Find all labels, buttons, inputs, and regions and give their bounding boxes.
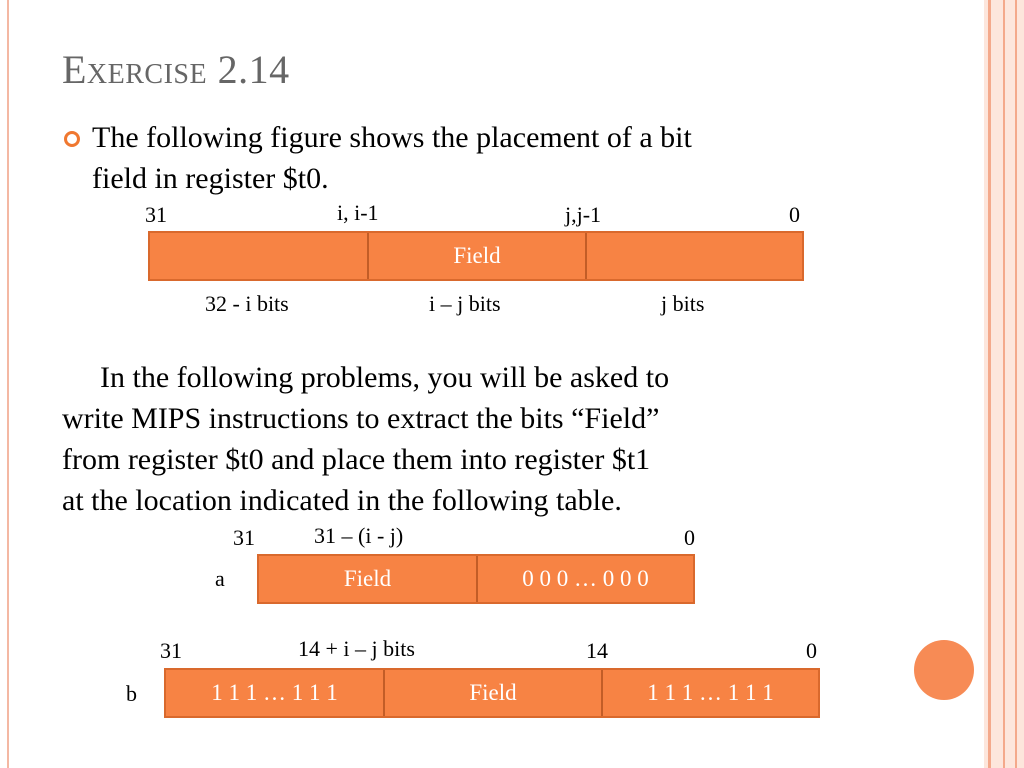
fig-b-register-bar xyxy=(164,668,820,718)
fig-a-seg-field: Field xyxy=(259,556,478,602)
instructions-line-1: In the following problems, you will be asked to xyxy=(100,361,670,394)
fig-b-label-0: 0 xyxy=(806,638,817,663)
fig-a-label-0: 0 xyxy=(684,525,695,550)
left-border-line xyxy=(7,0,9,768)
stripe-3 xyxy=(1015,0,1017,768)
fig1-seg-left xyxy=(150,233,369,279)
intro-line-1: The following figure shows the placement of a bit xyxy=(92,121,692,154)
fig1-label-i: i, i-1 xyxy=(337,200,379,225)
fig-a-row-label: a xyxy=(215,566,225,591)
fig-b-seg-ones-left: 1 1 1 … 1 1 1 xyxy=(166,670,385,716)
stripe-1 xyxy=(988,0,991,768)
instructions-line-2: write MIPS instructions to extract the bits “Field” xyxy=(62,402,660,435)
fig1-label-31: 31 xyxy=(145,202,167,227)
fig-b-label-31: 31 xyxy=(160,638,182,663)
instructions-line-4: at the location indicated in the following table. xyxy=(62,484,622,517)
fig1-seg-field: Field xyxy=(369,233,587,279)
intro-text xyxy=(92,117,692,199)
fig1-register-bar xyxy=(148,231,804,281)
fig-a-seg-zeros: 0 0 0 … 0 0 0 xyxy=(522,566,649,591)
fig1-bits-mid: i – j bits xyxy=(429,291,501,316)
stripe-2 xyxy=(1003,0,1005,768)
decorative-circle xyxy=(914,640,974,700)
fig1-label-j: j,j-1 xyxy=(565,202,602,227)
intro-line-2: field in register $t0. xyxy=(92,162,329,195)
fig-b-row-label: b xyxy=(126,681,137,706)
fig-a-register-bar xyxy=(257,554,695,604)
fig1-seg-right xyxy=(587,233,802,279)
instructions-line-3: from register $t0 and place them into register $t1 xyxy=(62,443,651,476)
fig1-bits-left: 32 - i bits xyxy=(205,291,289,316)
fig-b-label-14: 14 xyxy=(586,638,608,663)
bullet-icon xyxy=(64,131,80,147)
fig-b-label-mid: 14 + i – j bits xyxy=(298,636,415,661)
fig-a-label-31: 31 xyxy=(233,525,255,550)
fig1-label-0: 0 xyxy=(789,202,800,227)
fig-a-label-mid: 31 – (i - j) xyxy=(314,523,404,548)
fig1-bits-right: j bits xyxy=(661,291,705,316)
fig-b-seg-field: Field xyxy=(385,670,603,716)
instructions-text xyxy=(62,357,669,521)
fig-b-seg-ones-right: 1 1 1 … 1 1 1 xyxy=(647,680,774,705)
slide-title: Exercise 2.14 xyxy=(62,47,290,92)
